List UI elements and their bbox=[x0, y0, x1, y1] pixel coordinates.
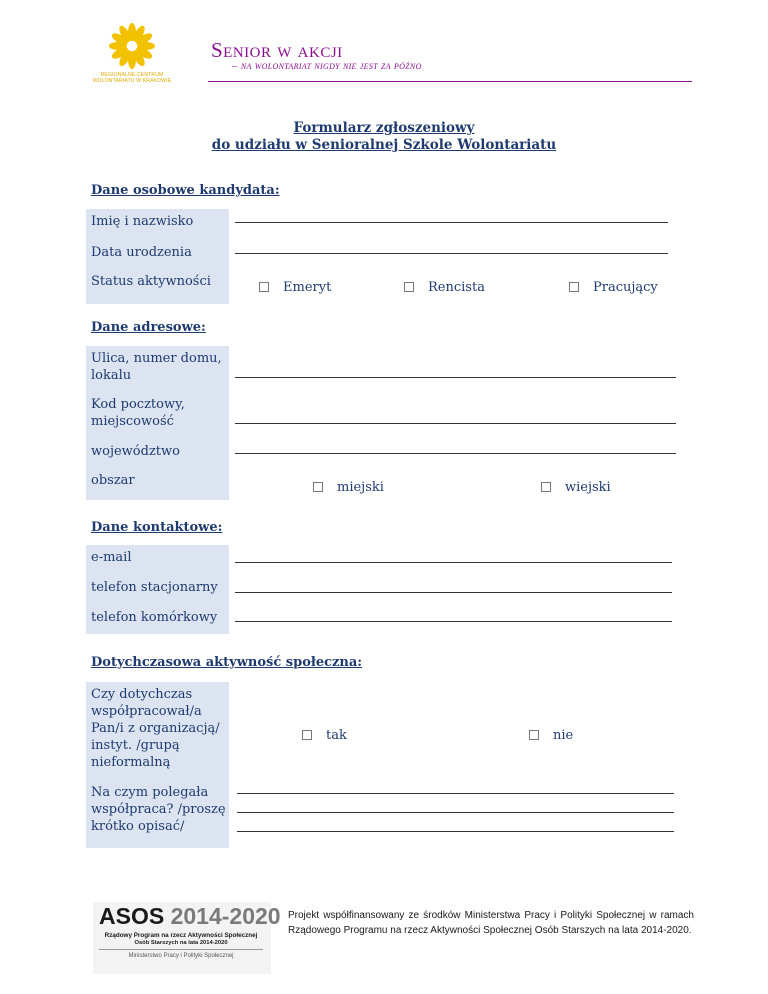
section-contact-heading: Dane kontaktowe: bbox=[91, 520, 223, 535]
area-option-rural[interactable] bbox=[541, 480, 611, 495]
birth-date-label: Data urodzenia bbox=[91, 245, 192, 260]
street-label-line-2: lokalu bbox=[91, 368, 132, 383]
org-title: Senior w akcji bbox=[211, 38, 343, 62]
email-label: e-mail bbox=[91, 550, 132, 565]
email-field[interactable] bbox=[235, 561, 672, 563]
landline-field[interactable] bbox=[235, 591, 672, 593]
checkbox-icon[interactable] bbox=[569, 282, 579, 292]
section-address-heading: Dane adresowe: bbox=[91, 320, 206, 335]
form-title-line-2: do udziału w Senioralnej Szkole Wolontariatu bbox=[211, 137, 557, 153]
describe-label-line: współpraca? /proszę bbox=[91, 802, 226, 817]
area-label: obszar bbox=[91, 473, 135, 488]
org-subtitle: – na wolontariat nigdy nie jest za późno bbox=[232, 60, 422, 72]
postal-label-line-2: miejscowość bbox=[91, 414, 174, 429]
status-option-retiree[interactable] bbox=[259, 280, 331, 295]
describe-field-line-2[interactable] bbox=[237, 811, 674, 813]
postal-label bbox=[91, 396, 185, 430]
birth-date-field[interactable] bbox=[235, 252, 668, 254]
area-option-urban[interactable] bbox=[313, 480, 384, 495]
checkbox-icon[interactable] bbox=[313, 482, 323, 492]
asos-program-line-1: Rządowy Program na rzecz Aktywności Społecznej bbox=[104, 932, 258, 939]
status-option-pensioner[interactable] bbox=[404, 280, 485, 295]
status-option-pensioner-label: Rencista bbox=[428, 280, 485, 295]
asos-logo-title bbox=[99, 903, 281, 930]
form-title-line-1: Formularz zgłoszeniowy bbox=[293, 120, 475, 136]
cooperation-label-line: Pan/i z organizacją/ bbox=[91, 721, 220, 736]
asos-years: 2014-2020 bbox=[170, 903, 281, 929]
describe-field-line-1[interactable] bbox=[237, 792, 674, 794]
mobile-field[interactable] bbox=[235, 620, 672, 622]
section-personal-heading: Dane osobowe kandydata: bbox=[91, 183, 280, 198]
area-option-urban-label: miejski bbox=[337, 480, 384, 495]
status-option-working[interactable] bbox=[569, 280, 658, 295]
cooperation-label-line: Czy dotychczas bbox=[91, 687, 193, 702]
name-field[interactable] bbox=[235, 221, 668, 223]
logo-caption-line-1: REGIONALNE CENTRUM bbox=[100, 72, 164, 78]
describe-label-line: krótko opisać/ bbox=[91, 819, 185, 834]
describe-label-line: Na czym polegała bbox=[91, 785, 209, 800]
cooperation-option-yes[interactable] bbox=[302, 728, 347, 743]
status-label: Status aktywności bbox=[91, 274, 211, 289]
status-option-working-label: Pracujący bbox=[593, 280, 658, 295]
checkbox-icon[interactable] bbox=[541, 482, 551, 492]
asos-word: ASOS bbox=[99, 903, 165, 929]
logo-caption-line-2: WOLONTARIATU W KRAKOWIE bbox=[92, 78, 172, 84]
logo-caption bbox=[80, 72, 184, 84]
cooperation-label-line: nieformalną bbox=[91, 755, 171, 770]
street-field[interactable] bbox=[235, 376, 676, 378]
street-label bbox=[91, 350, 222, 384]
postal-label-line-1: Kod pocztowy, bbox=[91, 397, 185, 412]
describe-field-line-3[interactable] bbox=[237, 830, 674, 832]
area-option-rural-label: wiejski bbox=[565, 480, 611, 495]
asos-ministry: Ministerstwo Pracy i Polityki Społecznej bbox=[128, 953, 234, 959]
cooperation-option-no-label: nie bbox=[553, 728, 574, 743]
cooperation-option-yes-label: tak bbox=[326, 728, 347, 743]
cooperation-label-line: współpracował/a bbox=[91, 704, 202, 719]
funding-note: Projekt współfinansowany ze środków Ministerstwa Pracy i Polityki Społecznej w ramach Rządowego Programu na rzecz Aktywności Społecznej Osób Starszych na lata 2014-2020. bbox=[288, 910, 694, 936]
header-divider bbox=[208, 81, 692, 82]
checkbox-icon[interactable] bbox=[302, 730, 312, 740]
status-option-retiree-label: Emeryt bbox=[283, 280, 332, 295]
asos-divider bbox=[99, 949, 263, 950]
cooperation-label bbox=[91, 686, 231, 771]
name-label: Imię i nazwisko bbox=[91, 214, 194, 229]
postal-field[interactable] bbox=[235, 422, 676, 424]
cooperation-option-no[interactable] bbox=[529, 728, 573, 743]
cooperation-label-line: instyt. /grupą bbox=[91, 738, 180, 753]
voivodeship-field[interactable] bbox=[235, 452, 676, 454]
street-label-line-1: Ulica, numer domu, bbox=[91, 351, 222, 366]
section-activity-heading: Dotychczasowa aktywność społeczna: bbox=[91, 655, 363, 670]
mobile-label: telefon komórkowy bbox=[91, 610, 218, 625]
describe-label bbox=[91, 784, 231, 835]
landline-label: telefon stacjonarny bbox=[91, 580, 218, 595]
voivodeship-label: województwo bbox=[91, 444, 180, 459]
asos-program-line-2: Osób Starszych na lata 2014-2020 bbox=[134, 940, 228, 946]
checkbox-icon[interactable] bbox=[259, 282, 269, 292]
checkbox-icon[interactable] bbox=[529, 730, 539, 740]
checkbox-icon[interactable] bbox=[404, 282, 414, 292]
